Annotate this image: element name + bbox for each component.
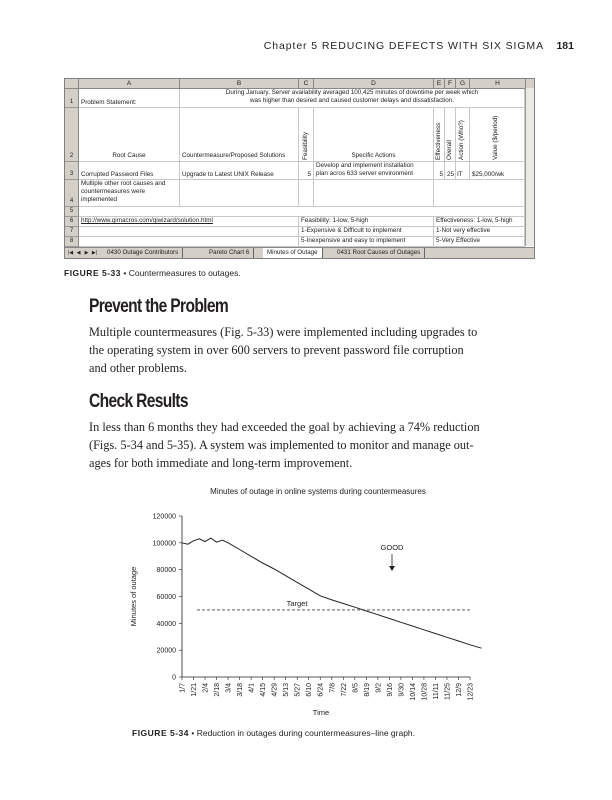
column-header-h[interactable]: H	[470, 79, 526, 88]
row-header-5[interactable]: 5	[65, 207, 79, 217]
problem-statement-label[interactable]: Problem Statement:	[79, 89, 180, 108]
r4-line-1: Multiple other root causes and	[81, 180, 166, 187]
x-tick-label: 11/25	[444, 683, 452, 700]
r3-action-line-2: plan acros 633 server environment	[316, 170, 413, 177]
section-heading-check: Check Results	[89, 391, 188, 412]
x-tick-label: 2/18	[214, 683, 222, 697]
r5-empty[interactable]	[79, 207, 525, 217]
paragraph-prevent	[89, 323, 513, 378]
action-who-header-cell[interactable]	[456, 108, 470, 162]
spreadsheet-screenshot	[64, 78, 535, 259]
x-tick-label: 12/9	[455, 683, 463, 697]
x-tick-label: 8/5	[352, 683, 360, 693]
x-axis-label: Time	[312, 708, 330, 717]
figure-34-caption	[132, 728, 415, 738]
r4-root-cause[interactable]	[79, 180, 180, 207]
r3-who[interactable]: IT	[456, 162, 470, 180]
r4-solution[interactable]	[180, 180, 299, 207]
r4-line-2: countermeasures were	[81, 188, 146, 195]
r4-line-3: implemented	[81, 196, 118, 203]
problem-line-1: During January, Server availability averaged 100,425 minutes of downtime per week which	[225, 89, 479, 96]
r4-actions[interactable]	[314, 180, 434, 207]
prev-sheet-icon[interactable]: ◀	[76, 250, 81, 256]
vertical-scrollbar[interactable]	[525, 88, 534, 246]
tab-outage-contributors[interactable]: 0430 Outage Contributors	[103, 248, 183, 258]
chart-svg	[116, 482, 496, 722]
row-header-2[interactable]: 2	[65, 108, 79, 162]
y-tick-label: 60000	[156, 594, 176, 601]
x-tick-label: 11/11	[432, 683, 440, 700]
r3-feasibility[interactable]: 5	[299, 162, 314, 180]
row-header-6[interactable]: 6	[65, 217, 79, 227]
x-tick-label: 7/22	[340, 683, 348, 697]
r4-rest[interactable]	[434, 180, 525, 207]
x-tick-label: 10/14	[409, 683, 417, 701]
r3-overall[interactable]: 25	[445, 162, 456, 180]
good-arrow-icon	[389, 566, 395, 571]
r6-feasibility-note[interactable]: Feasibility: 1-low, 5-high	[299, 217, 434, 227]
row-header-3[interactable]: 3	[65, 162, 79, 180]
row-header-7[interactable]: 7	[65, 227, 79, 237]
figure-34-label: FIGURE 5-34	[132, 728, 189, 738]
row-header-4[interactable]: 4	[65, 180, 79, 207]
root-cause-header[interactable]: Root Cause	[79, 108, 180, 162]
row-header-8[interactable]: 8	[65, 237, 79, 247]
x-tick-label: 3/18	[237, 683, 245, 697]
r7-empty[interactable]	[79, 227, 299, 237]
figure-33-text: • Countermeasures to outages.	[121, 268, 241, 278]
column-header-f[interactable]: F	[445, 79, 456, 88]
specific-actions-header[interactable]: Specific Actions	[314, 108, 434, 162]
r3-effectiveness[interactable]: 5	[434, 162, 445, 180]
x-tick-label: 4/15	[260, 683, 268, 697]
x-tick-label: 5/13	[283, 683, 291, 697]
column-header-e[interactable]: E	[434, 79, 445, 88]
x-tick-label: 8/19	[363, 683, 371, 697]
action-who-header: Action (Who?)	[458, 120, 465, 160]
x-tick-label: 6/24	[317, 683, 325, 697]
column-header-a[interactable]: A	[79, 79, 180, 88]
column-header-b[interactable]: B	[180, 79, 299, 88]
y-tick-label: 80000	[156, 567, 176, 575]
column-header-bar	[65, 79, 534, 89]
paragraph-line: the operating system in over 600 servers to prevent password file corruption	[89, 343, 464, 358]
y-axis-label: Minutes of outage	[129, 566, 138, 627]
paragraph-line: and other problems.	[89, 361, 188, 376]
x-tick-label: 6/10	[306, 683, 314, 697]
x-tick-label: 5/27	[294, 683, 302, 697]
column-header-d[interactable]: D	[314, 79, 434, 88]
y-tick-label: 120000	[152, 513, 176, 521]
r8-feasibility-note[interactable]: 5-Inexpensive and easy to implement	[299, 237, 434, 247]
r3-actions[interactable]	[314, 162, 434, 180]
r6-url-link[interactable]: http://www.qimacros.com/qiwizard/solution.html	[79, 217, 299, 227]
r3-root-cause[interactable]: Corrupted Password Files	[79, 162, 180, 180]
r8-empty[interactable]	[79, 237, 299, 247]
x-tick-label: 1/21	[191, 683, 199, 697]
outage-line-chart	[116, 482, 496, 722]
corner-cell[interactable]	[65, 79, 79, 88]
r3-action-line-1: Develop and implement installation	[316, 162, 414, 169]
x-tick-label: 9/16	[386, 683, 394, 697]
r7-feasibility-note[interactable]: 1-Expensive & Difficult to implement	[299, 227, 434, 237]
paragraph-line: Multiple countermeasures (Fig. 5-33) were implemented including upgrades to	[89, 325, 478, 339]
paragraph-check	[89, 418, 513, 473]
y-tick-label: 0	[172, 674, 176, 682]
last-sheet-icon[interactable]: ▶|	[91, 250, 98, 256]
column-header-c[interactable]: C	[299, 79, 314, 88]
first-sheet-icon[interactable]: |◀	[67, 250, 74, 256]
column-header-g[interactable]: G	[456, 79, 470, 88]
y-tick-label: 100000	[152, 540, 176, 548]
page-number: 181	[556, 40, 574, 52]
x-tick-label: 1/7	[179, 683, 187, 693]
x-tick-label: 4/1	[248, 683, 256, 693]
good-annotation-label: GOOD	[380, 543, 404, 552]
x-tick-label: 12/23	[467, 683, 475, 701]
figure-33-label: FIGURE 5-33	[64, 268, 121, 278]
tab-root-causes[interactable]: 0431 Root Causes of Outages	[333, 248, 425, 258]
x-tick-label: 9/30	[398, 683, 406, 697]
effectiveness-header: Effectiveness	[435, 122, 442, 160]
x-tick-label: 2/4	[202, 683, 210, 693]
overall-header: Overall	[446, 140, 453, 160]
x-tick-label: 9/2	[375, 683, 383, 693]
r3-solution[interactable]: Upgrade to Latest UNIX Release	[180, 162, 299, 180]
countermeasure-header[interactable]: Countermeasure/Proposed Solutions	[180, 108, 299, 162]
feasibility-header-cell[interactable]	[299, 108, 314, 162]
problem-statement-text[interactable]	[180, 89, 525, 108]
target-label: Target	[286, 598, 308, 608]
effectiveness-header-cell[interactable]	[434, 108, 445, 162]
figure-34-text: • Reduction in outages during countermeasures–line graph.	[189, 728, 416, 738]
r3-value[interactable]: $25,000/wk	[470, 162, 525, 180]
tab-pareto-chart[interactable]: Pareto Chart 6	[205, 248, 254, 258]
r6-effectiveness-note[interactable]: Effectiveness: 1-low, 5-high	[434, 217, 525, 227]
r4-feasibility[interactable]	[299, 180, 314, 207]
series-line-outage	[182, 538, 482, 648]
tab-minutes-of-outage[interactable]: Minutes of Outage	[263, 248, 323, 258]
y-tick-label: 40000	[156, 620, 176, 628]
paragraph-line: In less than 6 months they had exceeded the goal by achieving a 74% reduction	[89, 420, 480, 434]
row-header-1[interactable]: 1	[65, 89, 79, 108]
paragraph-line: (Figs. 5-34 and 5-35). A system was implemented to monitor and manage out-	[89, 438, 474, 453]
r8-effectiveness-note[interactable]: 5-Very Effective	[434, 237, 525, 247]
x-tick-label: 4/29	[271, 683, 279, 697]
x-tick-label: 7/8	[329, 683, 337, 693]
chapter-title: Chapter 5 REDUCING DEFECTS WITH SIX SIGMA	[263, 40, 544, 52]
r7-effectiveness-note[interactable]: 1-Not very effective	[434, 227, 525, 237]
next-sheet-icon[interactable]: ▶	[84, 250, 89, 256]
chart-title: Minutes of outage in online systems during countermeasures	[210, 487, 426, 496]
problem-line-2: was higher than desired and caused customer delays and dissatisfaction.	[249, 97, 455, 104]
overall-header-cell[interactable]	[445, 108, 456, 162]
feasibility-header: Feasibility	[302, 132, 309, 160]
x-tick-label: 3/4	[225, 683, 233, 693]
value-header-cell[interactable]	[470, 108, 525, 162]
x-tick-label: 10/28	[421, 683, 429, 701]
value-header: Value ($/period)	[492, 115, 499, 160]
section-heading-prevent: Prevent the Problem	[89, 296, 229, 317]
paragraph-line: ages for both immediate and long-term improvement.	[89, 456, 353, 471]
sheet-tab-bar	[65, 247, 534, 258]
figure-33-caption	[64, 268, 241, 278]
running-header	[0, 40, 612, 56]
y-tick-label: 20000	[156, 647, 176, 655]
